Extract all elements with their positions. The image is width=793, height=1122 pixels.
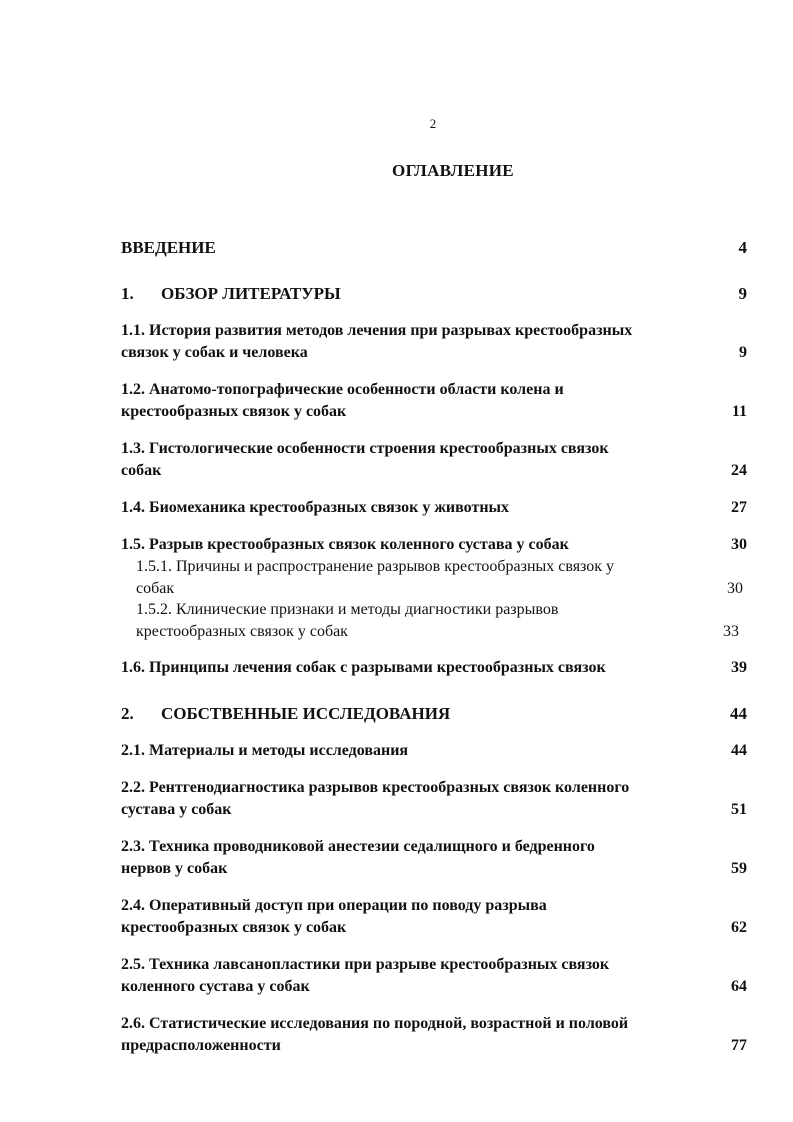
toc-entry-line: 1.5.1. Причины и распространение разрывов крестообразных связок у bbox=[136, 558, 615, 575]
toc-entry-1-5-2[interactable] bbox=[136, 599, 743, 643]
toc-entry-page: 9 bbox=[739, 344, 747, 361]
toc-entry-page: 27 bbox=[731, 499, 747, 516]
toc-entry-page: 30 bbox=[731, 536, 747, 553]
toc-entry-page: 4 bbox=[738, 238, 747, 257]
toc-entry-text: 1.4. Биомеханика крестообразных связок у животных bbox=[121, 499, 510, 516]
toc-entry-text: ВВЕДЕНИЕ bbox=[121, 238, 216, 257]
toc-entry-1-3[interactable] bbox=[121, 438, 747, 482]
toc-entry-page: 44 bbox=[731, 742, 747, 759]
toc-entry-line: 2.3. Техника проводниковой анестезии седалищного и бедренного bbox=[121, 838, 595, 855]
toc-entry-line: сустава у собак bbox=[121, 801, 232, 818]
toc-entry-line: 2.5. Техника лавсанопластики при разрыве крестообразных связок bbox=[121, 956, 610, 973]
toc-entry-page: 44 bbox=[730, 704, 747, 723]
toc-entry-line: 2.4. Оперативный доступ при операции по поводу разрыва bbox=[121, 897, 547, 914]
toc-entry-2-6[interactable] bbox=[121, 1013, 747, 1057]
toc-entry-text: СОБСТВЕННЫЕ ИССЛЕДОВАНИЯ bbox=[161, 704, 451, 723]
toc-entry-2-2[interactable] bbox=[121, 777, 747, 821]
toc-entry-page: 30 bbox=[727, 580, 743, 597]
toc-entry-line: 1.2. Анатомо-топографические особенности области колена и bbox=[121, 381, 564, 398]
toc-entry-2-1[interactable] bbox=[121, 740, 747, 762]
toc-entry-line: 2.6. Статистические исследования по породной, возрастной и половой bbox=[121, 1015, 629, 1032]
toc-entry-line: нервов у собак bbox=[121, 860, 228, 877]
toc-entry-text: 2.1. Материалы и методы исследования bbox=[121, 742, 409, 759]
toc-entry-intro[interactable] bbox=[121, 237, 747, 259]
toc-entry-chapter-2[interactable] bbox=[121, 703, 747, 725]
toc-entry-page: 39 bbox=[731, 659, 747, 676]
toc-entry-line: собак bbox=[121, 462, 162, 479]
chapter-number: 2. bbox=[121, 704, 134, 723]
toc-entry-page: 51 bbox=[731, 801, 747, 818]
toc-entry-page: 59 bbox=[731, 860, 747, 877]
toc-entry-text: 1.6. Принципы лечения собак с разрывами крестообразных связок bbox=[121, 659, 606, 676]
toc-entry-1-2[interactable] bbox=[121, 379, 747, 423]
toc-entry-page: 62 bbox=[731, 919, 747, 936]
toc-entry-2-3[interactable] bbox=[121, 836, 747, 880]
toc-entry-line: 2.2. Рентгенодиагностика разрывов крестообразных связок коленного bbox=[121, 779, 630, 796]
toc-entry-line: собак bbox=[136, 580, 175, 597]
toc-entry-line: 1.1. История развития методов лечения при разрывах крестообразных bbox=[121, 322, 633, 339]
toc-entry-page: 33 bbox=[723, 623, 739, 640]
toc-entry-page: 64 bbox=[731, 978, 747, 995]
toc-entry-page: 24 bbox=[731, 462, 747, 479]
toc-entry-line: 1.5.2. Клинические признаки и методы диагностики разрывов bbox=[136, 601, 559, 618]
toc-entry-2-5[interactable] bbox=[121, 954, 747, 998]
toc-entry-page: 77 bbox=[731, 1037, 747, 1054]
chapter-number: 1. bbox=[121, 284, 134, 303]
page-number: 2 bbox=[429, 116, 437, 131]
toc-entry-line: коленного сустава у собак bbox=[121, 978, 310, 995]
toc-entry-text: ОБЗОР ЛИТЕРАТУРЫ bbox=[161, 284, 341, 303]
toc-entry-1-4[interactable] bbox=[121, 497, 747, 519]
toc-entry-1-1[interactable] bbox=[121, 320, 747, 364]
toc-entry-chapter-1[interactable] bbox=[121, 283, 747, 305]
toc-entry-text: 1.5. Разрыв крестообразных связок коленного сустава у собак bbox=[121, 536, 569, 553]
toc-entry-line: крестообразных связок у собак bbox=[121, 403, 347, 420]
toc-entry-page: 9 bbox=[738, 284, 747, 303]
toc-entry-line: крестообразных связок у собак bbox=[136, 623, 348, 640]
toc-entry-page: 11 bbox=[731, 403, 747, 420]
toc-entry-1-6[interactable] bbox=[121, 657, 747, 679]
toc-entry-1-5[interactable] bbox=[121, 534, 747, 556]
toc-entry-line: предрасположенности bbox=[121, 1037, 281, 1054]
toc-entry-line: связок у собак и человека bbox=[121, 344, 308, 361]
toc-entry-line: 1.3. Гистологические особенности строения крестообразных связок bbox=[121, 440, 609, 457]
page-title: ОГЛАВЛЕНИЕ bbox=[392, 161, 514, 180]
toc-entry-line: крестообразных связок у собак bbox=[121, 919, 347, 936]
toc-entry-2-4[interactable] bbox=[121, 895, 747, 939]
toc-entry-1-5-1[interactable] bbox=[136, 556, 743, 600]
